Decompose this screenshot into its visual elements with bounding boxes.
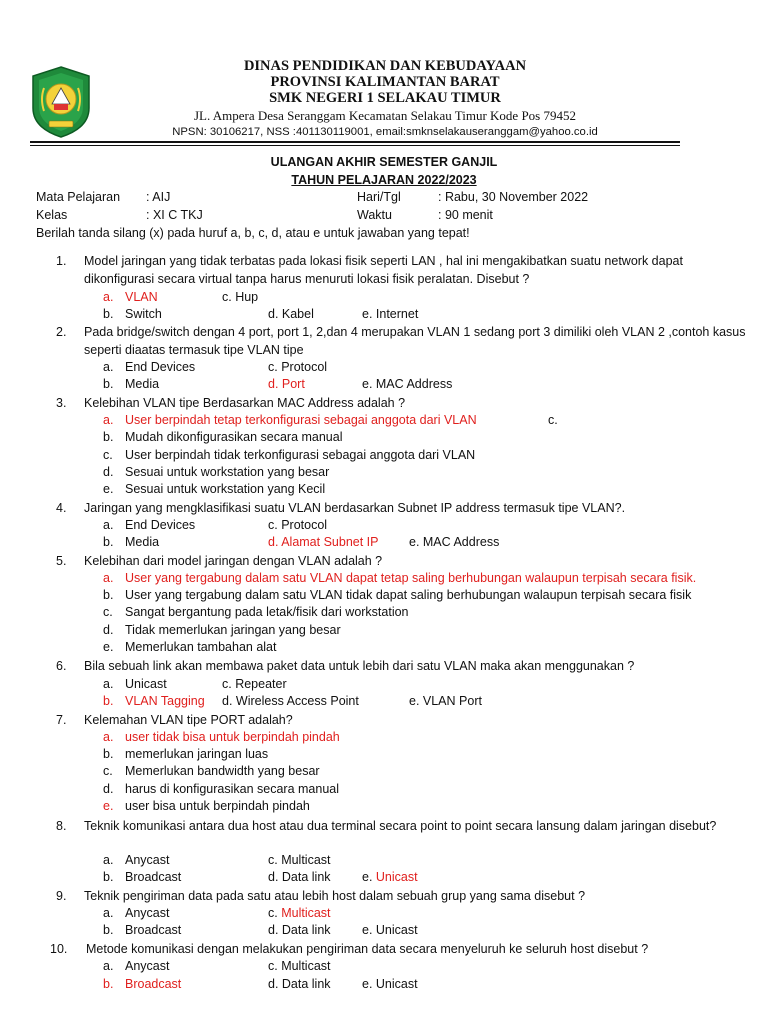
class-value: : XI C TKJ: [146, 208, 203, 222]
option-text: e. MAC Address: [362, 377, 453, 391]
time-value: : 90 menit: [438, 208, 493, 222]
option-letter: b.: [103, 430, 114, 444]
answer-option[interactable]: [103, 587, 691, 604]
option-letter: b.: [103, 870, 114, 884]
answer-option[interactable]: [548, 412, 558, 429]
answer-option[interactable]: [103, 958, 169, 975]
option-letter: a.: [103, 518, 114, 532]
answer-option[interactable]: [103, 534, 159, 551]
correct-answer-text: d. Port: [268, 377, 305, 391]
question-number: 8.: [56, 819, 67, 833]
option-letter: e.: [103, 482, 114, 496]
question-10: [50, 940, 740, 958]
option-text: d. Data link: [268, 870, 331, 884]
option-text: c. Multicast: [268, 853, 331, 867]
question-4: [56, 499, 746, 517]
option-text: Media: [125, 535, 160, 549]
option-text: Anycast: [125, 853, 170, 867]
question-1: [56, 252, 746, 288]
correct-answer-text: Broadcast: [125, 977, 182, 991]
correct-answer-text: user tidak bisa untuk berpindah pindah: [125, 730, 340, 744]
subject-value: : AIJ: [146, 190, 171, 204]
answer-option[interactable]: [103, 869, 181, 886]
option-text: e. Internet: [362, 307, 419, 321]
answer-option[interactable]: [268, 517, 327, 534]
option-text: c. Protocol: [268, 360, 328, 374]
letterhead-rule: [30, 141, 680, 143]
question-text: Teknik pengiriman data pada satu atau lebih host dalam sebuah grup yang sama disebut ?: [84, 889, 586, 903]
option-text: Sesuai untuk workstation yang Kecil: [125, 482, 326, 496]
answer-option[interactable]: [103, 570, 696, 587]
time-label: Waktu: [357, 208, 392, 222]
correct-answer-text: User berpindah tetap terkonfigurasi sebagai anggota dari VLAN: [125, 413, 477, 427]
answer-option[interactable]: [362, 976, 418, 993]
answer-option[interactable]: [222, 676, 287, 693]
header-address: JL. Ampera Desa Seranggam Kecamatan Selakau Timur Kode Pos 79452: [194, 108, 576, 123]
question-text: Kelemahan VLAN tipe PORT adalah?: [84, 713, 293, 727]
option-letter: b.: [103, 588, 114, 602]
option-letter: c.: [103, 448, 113, 462]
answer-option[interactable]: [268, 852, 331, 869]
option-text: Mudah dikonfigurasikan secara manual: [125, 430, 343, 444]
option-letter: a.: [103, 853, 114, 867]
option-letter: a.: [103, 290, 114, 304]
option-text: Memerlukan tambahan alat: [125, 640, 277, 654]
answer-option[interactable]: [409, 534, 499, 551]
question-number: 5.: [56, 554, 67, 568]
question-number: 4.: [56, 501, 67, 515]
answer-option[interactable]: [103, 464, 329, 481]
day-label: Hari/Tgl: [357, 190, 401, 204]
answer-option[interactable]: [268, 905, 331, 922]
answer-option[interactable]: [222, 289, 258, 306]
answer-option[interactable]: [103, 376, 159, 393]
question-number: 3.: [56, 396, 67, 410]
answer-option[interactable]: [103, 359, 195, 376]
question-3: [56, 394, 746, 412]
answer-option[interactable]: [362, 376, 452, 393]
question-text: Teknik komunikasi antara dua host atau dua terminal secara point to point secara lansung dalam jaringan disebut?: [84, 819, 717, 833]
answer-option[interactable]: [268, 534, 379, 551]
answer-option[interactable]: [103, 922, 181, 939]
correct-answer-text: VLAN: [125, 290, 158, 304]
answer-option[interactable]: [103, 676, 167, 693]
question-number: 1.: [56, 254, 67, 268]
question-number: 7.: [56, 713, 67, 727]
option-text: End Devices: [125, 360, 196, 374]
header-agency: DINAS PENDIDIKAN DAN KEBUDAYAAN: [243, 58, 527, 74]
answer-option[interactable]: [103, 763, 320, 780]
option-text: User berpindah tidak terkonfigurasi sebagai anggota dari VLAN: [125, 448, 476, 462]
option-text: Broadcast: [125, 923, 182, 937]
header-school: SMK NEGERI 1 SELAKAU TIMUR: [269, 90, 501, 106]
answer-option[interactable]: [268, 869, 331, 886]
option-letter: c.: [103, 605, 113, 619]
answer-option[interactable]: [268, 376, 305, 393]
correct-answer-text: User yang tergabung dalam satu VLAN dapat tetap saling berhubungan walaupun terpisah secara fisik.: [125, 571, 697, 585]
option-text: d. Data link: [268, 977, 331, 991]
option-letter: b.: [103, 377, 114, 391]
option-letter: a.: [103, 360, 114, 374]
question-number: 2.: [56, 325, 67, 339]
option-text: Broadcast: [125, 870, 182, 884]
question-text: Metode komunikasi dengan melakukan pengiriman data secara menyeluruh ke seluruh host disebut ?: [86, 942, 649, 956]
option-text: d. Data link: [268, 923, 331, 937]
option-letter: b.: [103, 307, 114, 321]
subject-label: Mata Pelajaran: [36, 190, 121, 204]
answer-option[interactable]: [103, 798, 310, 815]
option-text: e. VLAN Port: [409, 694, 482, 708]
option-text: memerlukan jaringan luas: [125, 747, 269, 761]
option-letter: a.: [103, 730, 114, 744]
option-letter: a.: [103, 959, 114, 973]
option-letter: a.: [103, 906, 114, 920]
option-text: user bisa untuk berpindah pindah: [125, 799, 310, 813]
option-letter: b.: [103, 535, 114, 549]
option-text: Unicast: [125, 677, 167, 691]
option-letter: d.: [103, 465, 114, 479]
question-text: Model jaringan yang tidak terbatas pada lokasi fisik seperti LAN , hal ini mengakibatkan suatu network dapat dikonfigurasi secara virtual tanpa harus menuruti lokasi fisik peralatan. Disebut ?: [84, 254, 683, 286]
correct-answer-text: e. Unicast: [362, 870, 418, 884]
option-text: Switch: [125, 307, 162, 321]
class-label: Kelas: [36, 208, 68, 222]
answer-option[interactable]: [103, 693, 205, 710]
option-letter: b.: [103, 923, 114, 937]
answer-option[interactable]: [103, 429, 343, 446]
day-value: : Rabu, 30 November 2022: [438, 190, 589, 204]
option-text: e. MAC Address: [409, 535, 500, 549]
question-6: [56, 657, 746, 675]
answer-option[interactable]: [268, 922, 331, 939]
option-letter: d.: [103, 623, 114, 637]
answer-option[interactable]: [268, 359, 327, 376]
option-text: Memerlukan bandwidth yang besar: [125, 764, 320, 778]
question-2: [56, 323, 746, 359]
answer-option[interactable]: [103, 976, 181, 993]
option-text: harus di konfigurasikan secara manual: [125, 782, 340, 796]
question-5: [56, 552, 746, 570]
answer-option[interactable]: [362, 306, 418, 323]
question-8: [56, 817, 746, 835]
question-number: 10.: [50, 942, 68, 956]
option-letter: a.: [103, 677, 114, 691]
answer-option[interactable]: [222, 693, 359, 710]
question-7: [56, 711, 746, 729]
option-text: Tidak memerlukan jaringan yang besar: [125, 623, 341, 637]
correct-answer-text: d. Alamat Subnet IP: [268, 535, 379, 549]
option-letter: b.: [103, 977, 114, 991]
question-text: Pada bridge/switch dengan 4 port, port 1, 2,dan 4 merupakan VLAN 1 sedang port 3 dimiliki oleh VLAN 2 ,contoh kasus seperti diaatas termasuk tipe VLAN tipe: [84, 325, 746, 357]
question-text: Kelebihan VLAN tipe Berdasarkan MAC Address adalah ?: [84, 396, 406, 410]
answer-option[interactable]: [103, 729, 340, 746]
option-text: d. Kabel: [268, 307, 314, 321]
answer-option[interactable]: [362, 922, 418, 939]
option-letter: e.: [103, 640, 114, 654]
province-emblem-icon: [30, 66, 92, 138]
option-letter: b.: [103, 747, 114, 761]
option-text: c.: [548, 413, 558, 427]
header-contact: NPSN: 30106217, NSS :401130119001, email:smknselakauseranggam@yahoo.co.id: [172, 126, 598, 138]
option-text: User yang tergabung dalam satu VLAN tidak dapat saling berhubungan walaupun terpisah secara fisik: [125, 588, 692, 602]
answer-option[interactable]: [103, 289, 158, 306]
letterhead: [150, 58, 620, 140]
answer-option[interactable]: [268, 976, 331, 993]
answer-option[interactable]: [362, 869, 418, 886]
option-letter: a.: [103, 571, 114, 585]
correct-answer-text: c. Multicast: [268, 906, 331, 920]
option-letter: e.: [103, 799, 114, 813]
answer-option[interactable]: [103, 622, 341, 639]
option-text: c. Multicast: [268, 959, 331, 973]
option-letter: b.: [103, 694, 114, 708]
question-number: 9.: [56, 889, 67, 903]
answer-option[interactable]: [268, 306, 314, 323]
answer-option[interactable]: [103, 746, 268, 763]
option-text: e. Unicast: [362, 923, 418, 937]
answer-option[interactable]: [103, 604, 409, 621]
answer-option[interactable]: [103, 781, 339, 798]
option-text: d. Wireless Access Point: [222, 694, 359, 708]
question-text: Jaringan yang mengklasifikasi suatu VLAN berdasarkan Subnet IP address termasuk tipe VLAN?.: [84, 501, 626, 515]
option-text: c. Repeater: [222, 677, 287, 691]
option-letter: d.: [103, 782, 114, 796]
answer-option[interactable]: [103, 639, 276, 656]
exam-year: TAHUN PELAJARAN 2022/2023: [291, 173, 477, 187]
question-text: Kelebihan dari model jaringan dengan VLAN adalah ?: [84, 554, 383, 568]
answer-option[interactable]: [103, 517, 195, 534]
answer-option[interactable]: [103, 905, 169, 922]
answer-option[interactable]: [103, 412, 477, 429]
option-letter: a.: [103, 413, 114, 427]
answer-option[interactable]: [103, 481, 325, 498]
answer-option[interactable]: [103, 447, 475, 464]
letterhead-rule-thin: [30, 145, 680, 146]
option-text: Sangat bergantung pada letak/fisik dari workstation: [125, 605, 409, 619]
option-text: c. Protocol: [268, 518, 328, 532]
correct-answer-text: VLAN Tagging: [125, 694, 205, 708]
option-text: Anycast: [125, 906, 170, 920]
answer-option[interactable]: [103, 306, 162, 323]
option-text: Sesuai untuk workstation yang besar: [125, 465, 330, 479]
question-text: Bila sebuah link akan membawa paket data untuk lebih dari satu VLAN maka akan menggunakan ?: [84, 659, 635, 673]
option-text: e. Unicast: [362, 977, 418, 991]
header-province: PROVINSI KALIMANTAN BARAT: [270, 74, 500, 90]
question-9: [56, 887, 746, 905]
answer-option[interactable]: [268, 958, 331, 975]
exam-title: ULANGAN AKHIR SEMESTER GANJIL: [270, 155, 498, 169]
option-text: c. Hup: [222, 290, 259, 304]
option-text: Anycast: [125, 959, 170, 973]
option-text: End Devices: [125, 518, 196, 532]
option-letter: c.: [103, 764, 113, 778]
option-text: Media: [125, 377, 160, 391]
question-number: 6.: [56, 659, 67, 673]
answer-option[interactable]: [103, 852, 169, 869]
answer-option[interactable]: [409, 693, 482, 710]
instruction: Berilah tanda silang (x) pada huruf a, b, c, d, atau e untuk jawaban yang tepat!: [36, 226, 470, 240]
